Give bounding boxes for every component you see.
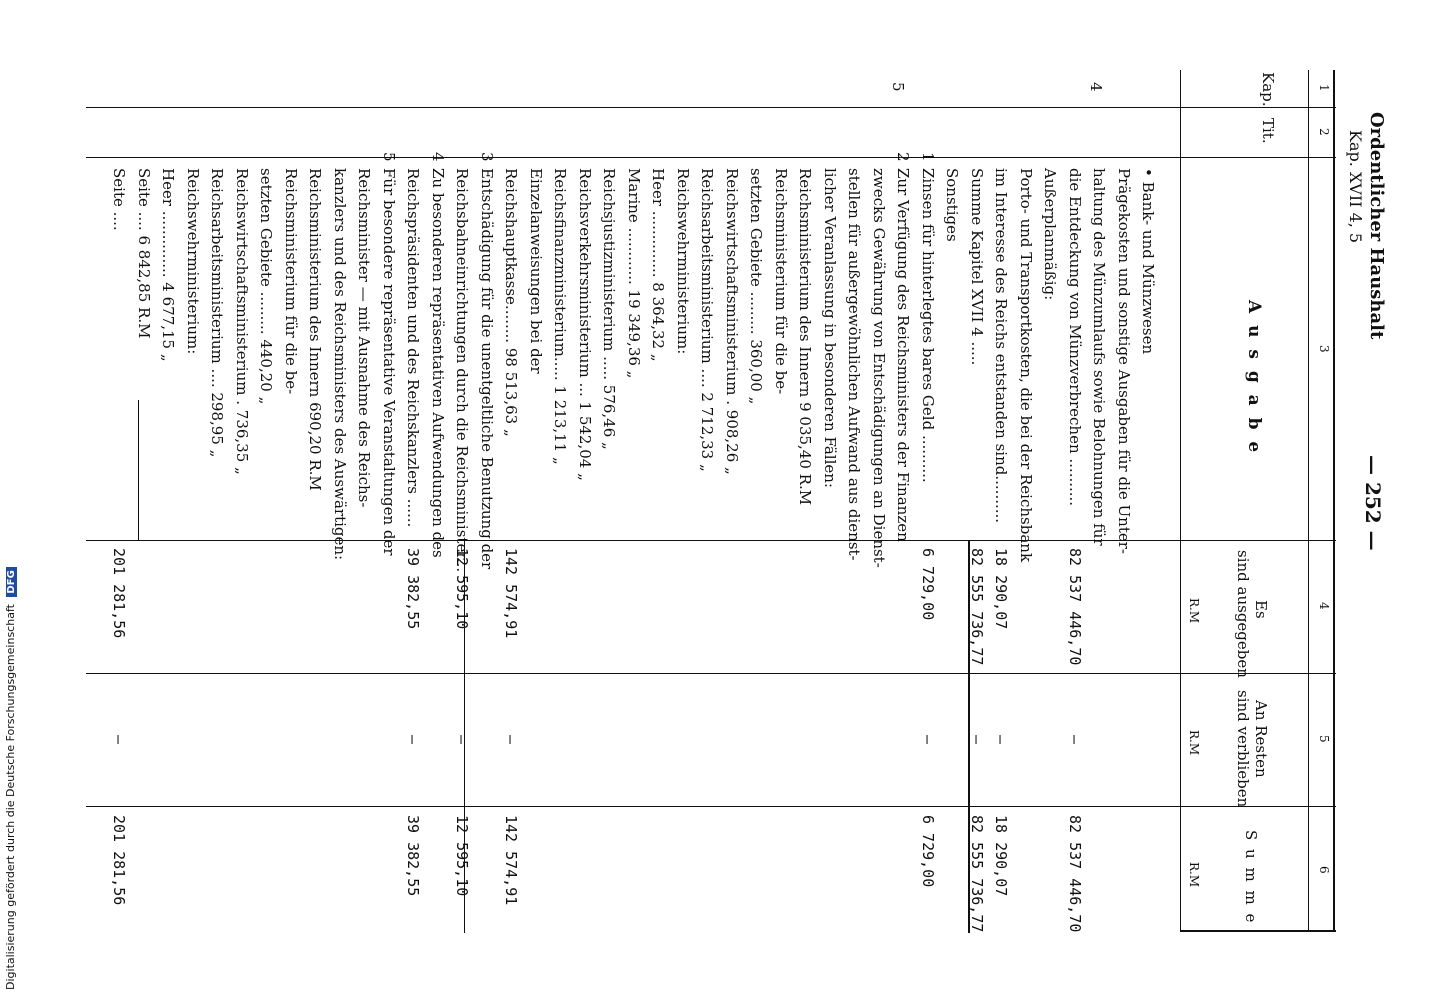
- col-header-summe: S u m m e: [1242, 830, 1260, 925]
- row-text: kanzlers und des Reichsministers des Auswärtigen:: [330, 168, 349, 561]
- row-text: setzten Gebiete ......... 440,20 „: [257, 168, 275, 405]
- rule-col5: [86, 673, 1336, 674]
- header-kap: Kap. XVII 4, 5: [1346, 130, 1365, 244]
- row-text: Sonstiges: [943, 168, 961, 242]
- rule-col6: [86, 806, 1336, 807]
- row-text: Marine ............ 19 349,36 „: [624, 168, 643, 379]
- row-sum: 12 595,10: [453, 815, 471, 897]
- rule-col1-left: [1333, 70, 1335, 932]
- row-text: Reichsbahneinrichtungen durch die Reichsminister...: [453, 168, 471, 573]
- row-text: Reichspräsidenten und des Reichskanzlers ......: [404, 168, 422, 528]
- row-text: Reichsarbeitsministerium .... 2 712,33 „: [698, 168, 716, 472]
- kap-marker-4: 4: [1087, 82, 1105, 92]
- row-text: Reichswehrministerium:: [183, 168, 202, 355]
- col-number-6: 6: [1317, 866, 1331, 874]
- col-number-4: 4: [1317, 602, 1331, 610]
- kap-marker-5: 5: [889, 82, 907, 92]
- row-text: Reichsminister — mit Ausnahme des Reichs-: [355, 168, 373, 508]
- row-text: Reichshauptkasse........ 98 513,63 „: [502, 168, 520, 437]
- rule-col4: [86, 540, 1336, 541]
- row-sum: 6 729,00: [918, 815, 937, 888]
- col-header-tit: Tit.: [1259, 118, 1277, 144]
- rule-col2-left: [1308, 70, 1309, 932]
- row-sum: 201 281,56: [110, 815, 128, 906]
- row-sum: 82 537 446,70: [1065, 815, 1084, 933]
- row-text: Reichsfinanzministerium..... 1 213,11 „: [551, 168, 569, 465]
- dfg-logo: DFG: [6, 567, 17, 596]
- row-remaining: —: [502, 735, 520, 745]
- row-tit: 3: [477, 152, 496, 162]
- row-text: Seite .... 6 842,85 R.M: [134, 168, 153, 339]
- row-expended: 12 595,10: [453, 548, 471, 630]
- row-tit: 2: [894, 152, 912, 162]
- col-unit-6: R.M: [1187, 862, 1201, 888]
- row-text: Reichsministerium des Innern 9 035,40 R.M: [796, 168, 814, 506]
- row-sum: 82 555 736,77: [967, 815, 986, 933]
- row-expended: 201 281,56: [110, 548, 128, 639]
- row-sum: 142 574,91: [502, 815, 520, 906]
- row-text: Einzelanweisungen bei der: [526, 168, 545, 374]
- row-tit: 1: [918, 152, 937, 162]
- row-text: Außerplanmäßig:: [1041, 168, 1059, 301]
- rule-row-top: [86, 107, 1336, 108]
- col-header-es-1: Es: [1252, 600, 1270, 619]
- row-text: Für besondere repräsentative Veranstaltungen der: [379, 168, 398, 556]
- row-text: • Bank- und Münzwesen: [1139, 168, 1157, 355]
- row-remaining: —: [110, 735, 128, 745]
- row-text: Seite ....: [110, 168, 128, 231]
- row-tit: 5: [379, 152, 398, 162]
- row-text: Reichsministerium für die be-: [281, 168, 300, 395]
- col-unit-5: R.M: [1187, 730, 1201, 756]
- col-header-kap: Kap.: [1259, 72, 1277, 107]
- row-text: Reichsjustizministerium ..... 576,46 „: [600, 168, 618, 450]
- credit-text: Digitalisierung gefördert durch die Deutsche Forschungsgemeinschaft: [4, 604, 17, 990]
- row-sum: 18 290,07: [992, 815, 1010, 897]
- row-text: Heer .............. 8 364,32 „: [649, 168, 667, 362]
- col-header-an-2: sind verblieben: [1234, 690, 1252, 808]
- rule-bottom: [1180, 930, 1336, 932]
- row-expended: 82 537 446,70: [1065, 548, 1084, 666]
- col-number-5: 5: [1317, 735, 1331, 743]
- col-number-2: 2: [1317, 128, 1331, 136]
- row-expended: 18 290,07: [992, 548, 1010, 630]
- row-text: Zu besonderen repräsentativen Aufwendungen des: [428, 168, 447, 558]
- col-header-an-1: An Resten: [1252, 700, 1270, 778]
- row-text: licher Veranlassung in besonderen Fällen:: [820, 168, 839, 488]
- page-number: — 252 —: [1361, 455, 1385, 551]
- row-text: Reichswirtschaftsministerium . 908,26 „: [722, 168, 741, 475]
- row-remaining: —: [1065, 735, 1084, 745]
- row-expended: 39 382,55: [404, 548, 422, 630]
- row-text: Reichsarbeitsministerium .... 298,95 „: [208, 168, 226, 458]
- row-expended: 82 555 736,77: [967, 548, 986, 666]
- col-number-3: 3: [1317, 345, 1331, 353]
- row-text: Reichswehrministerium:: [673, 168, 692, 355]
- row-text: Reichswirtschaftsministerium . 736,35 „: [232, 168, 251, 475]
- row-remaining: —: [992, 735, 1010, 745]
- rule-subsum: [138, 400, 139, 540]
- row-text: Entschädigung für die unentgeltliche Benutzung der: [477, 168, 496, 570]
- rule-row-tit: [86, 157, 1336, 158]
- row-text: haltung des Münzumlaufs sowie Belohnungen für: [1090, 168, 1108, 546]
- col-header-es-2: sind ausgegeben: [1234, 550, 1252, 678]
- row-text: die Entdeckung von Münzverbrechen ..........: [1065, 168, 1084, 507]
- row-text: im Interesse des Reichs entstanden sind..........: [992, 168, 1010, 524]
- row-text: setzten Gebiete ......... 360,00 „: [747, 168, 765, 405]
- row-remaining: —: [918, 735, 937, 745]
- row-text: Reichsverkehrsministerium ... 1 542,04 „: [575, 168, 594, 481]
- col-unit-4: R.M: [1187, 598, 1201, 624]
- row-expended: 142 574,91: [502, 548, 520, 639]
- rule-col3-left: [1180, 70, 1181, 932]
- row-text: Zinsen für hinterlegtes bares Geld ..........: [918, 168, 937, 483]
- row-text: Summe Kapitel XVII 4 .....: [967, 168, 986, 366]
- col-header-ausgabe: A u s g a b e: [1244, 300, 1264, 456]
- row-text: Porto- und Transportkosten, die bei der Reichsbank: [1016, 168, 1035, 563]
- row-text: zwecks Gewährung von Entschädigungen an Dienst-: [869, 168, 888, 568]
- row-text: Heer .............. 4 677,15 „: [159, 168, 177, 362]
- row-text: Zur Verfügung des Reichsministers der Finanzen: [894, 168, 912, 542]
- row-sum: 39 382,55: [404, 815, 422, 897]
- row-remaining: —: [967, 735, 986, 745]
- row-remaining: —: [404, 735, 422, 745]
- row-text: Reichsministerium des Innern 690,20 R.M: [306, 168, 324, 491]
- row-expended: 6 729,00: [918, 548, 937, 621]
- row-tit: 4: [428, 152, 447, 162]
- row-text: stellen für außergewöhnlichen Aufwand aus dienst-: [845, 168, 863, 561]
- col-number-1: 1: [1317, 84, 1331, 92]
- digitization-credit: [4, 567, 17, 990]
- row-remaining: —: [453, 735, 471, 745]
- row-text: Reichsministerium für die be-: [771, 168, 790, 395]
- header-title: Ordentlicher Haushalt: [1366, 112, 1387, 340]
- row-text: Prägekosten und sonstige Ausgaben für die Unter-: [1114, 168, 1133, 554]
